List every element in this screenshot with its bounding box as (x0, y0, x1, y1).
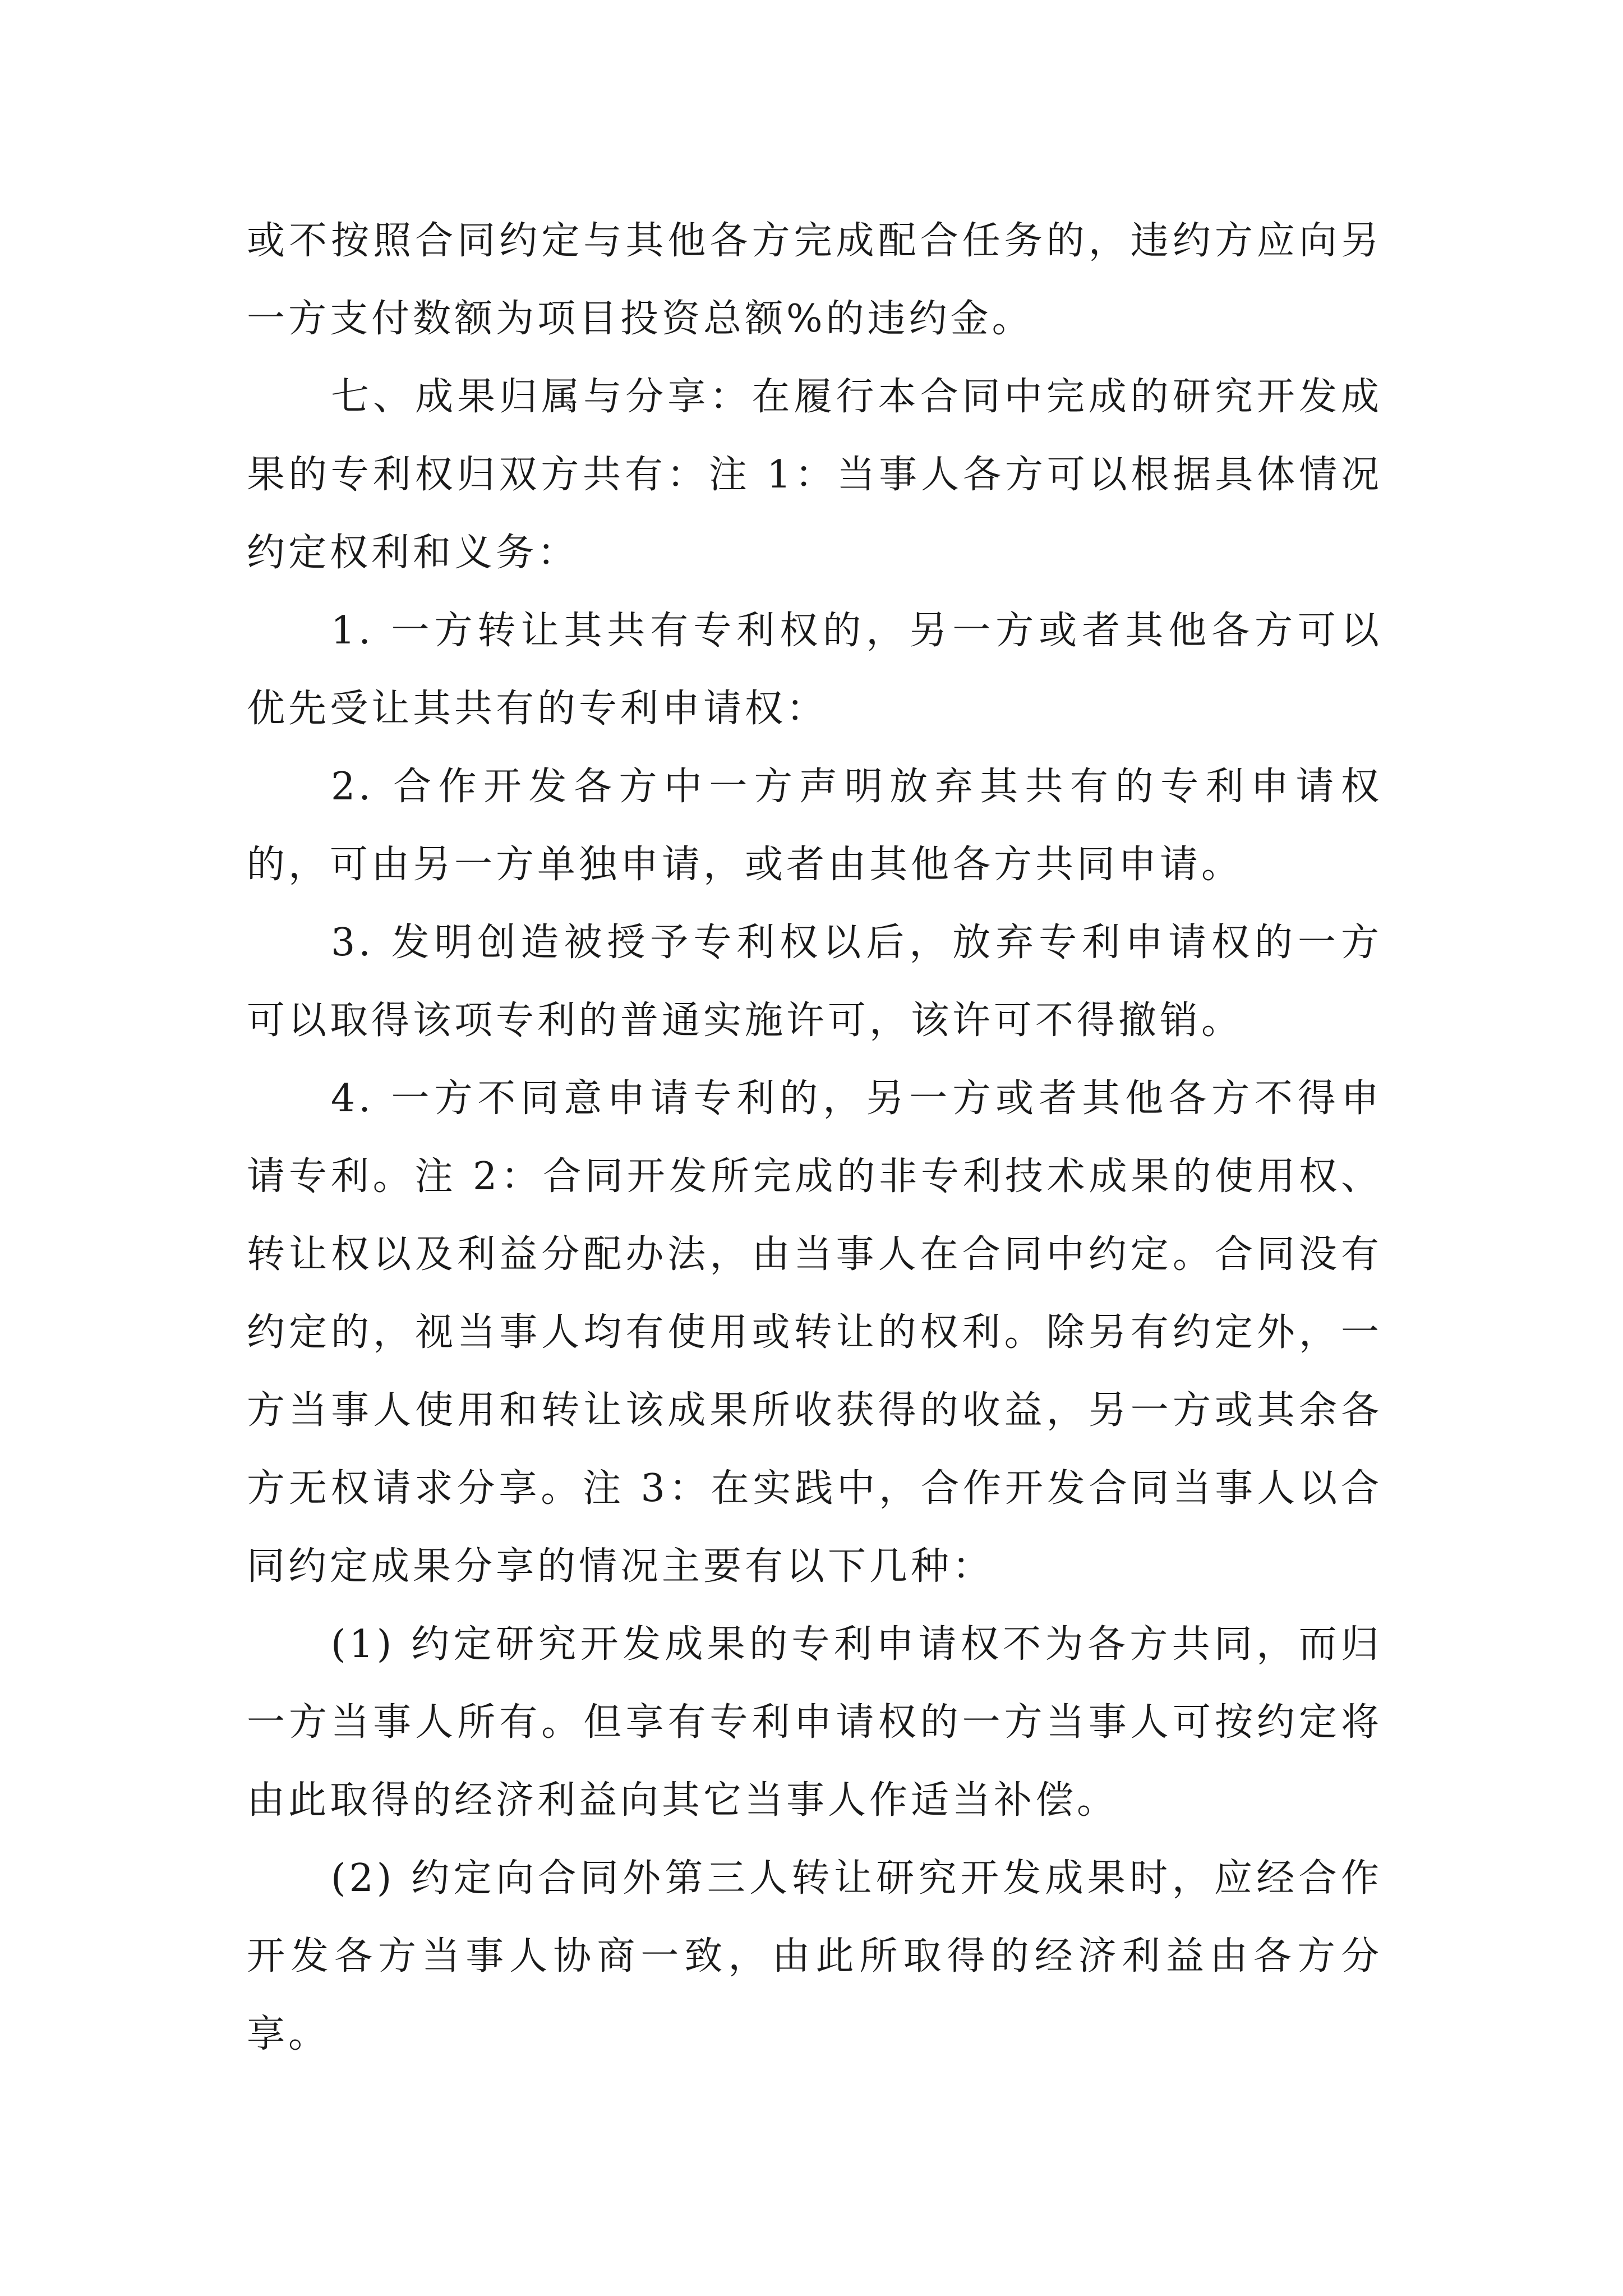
paragraph-subitem-1: (1) 约定研究开发成果的专利申请权不为各方共同，而归一方当事人所有。但享有专利申请权的一方当事人可按约定将由此取得的经济利益向其它当事人作适当补偿。 (247, 1622, 1382, 1823)
paragraph-item-1: 1. 一方转让其共有专利权的，另一方或者其他各方可以优先受让其共有的专利申请权： (247, 609, 1382, 731)
document-body (247, 202, 1382, 2073)
paragraph-item-3: 3. 发明创造被授予专利权以后，放弃专利申请权的一方可以取得该项专利的普通实施许可，该许可不得撤销。 (247, 921, 1382, 1043)
paragraph-subitem-2: (2) 约定向合同外第三人转让研究开发成果时，应经合作开发各方当事人协商一致，由此所取得的经济利益由各方分享。 (247, 1856, 1382, 2056)
paragraph-item-2: 2. 合作开发各方中一方声明放弃其共有的专利申请权的，可由另一方单独申请，或者由其他各方共同申请。 (247, 765, 1382, 887)
paragraph-penalty: 或不按照合同约定与其他各方完成配合任务的，违约方应向另一方支付数额为项目投资总额%的违约金。 (247, 219, 1382, 341)
paragraph-section-seven: 七、成果归属与分享：在履行本合同中完成的研究开发成果的专利权归双方共有：注 1：当事人各方可以根据具体情况约定权利和义务： (247, 375, 1382, 575)
paragraph-item-4: 4. 一方不同意申请专利的，另一方或者其他各方不得申请专利。注 2：合同开发所完成的非专利技术成果的使用权、转让权以及利益分配办法，由当事人在合同中约定。合同没有约定的，视当事人均有使用或转让的权利。除另有约定外，一方当事人使用和转让该成果所收获得的收益，另一方或其余各方无权请求分享。注 3：在实践中，合作开发合同当事人以合同约定成果分享的情况主要有以下几种： (247, 1076, 1382, 1589)
